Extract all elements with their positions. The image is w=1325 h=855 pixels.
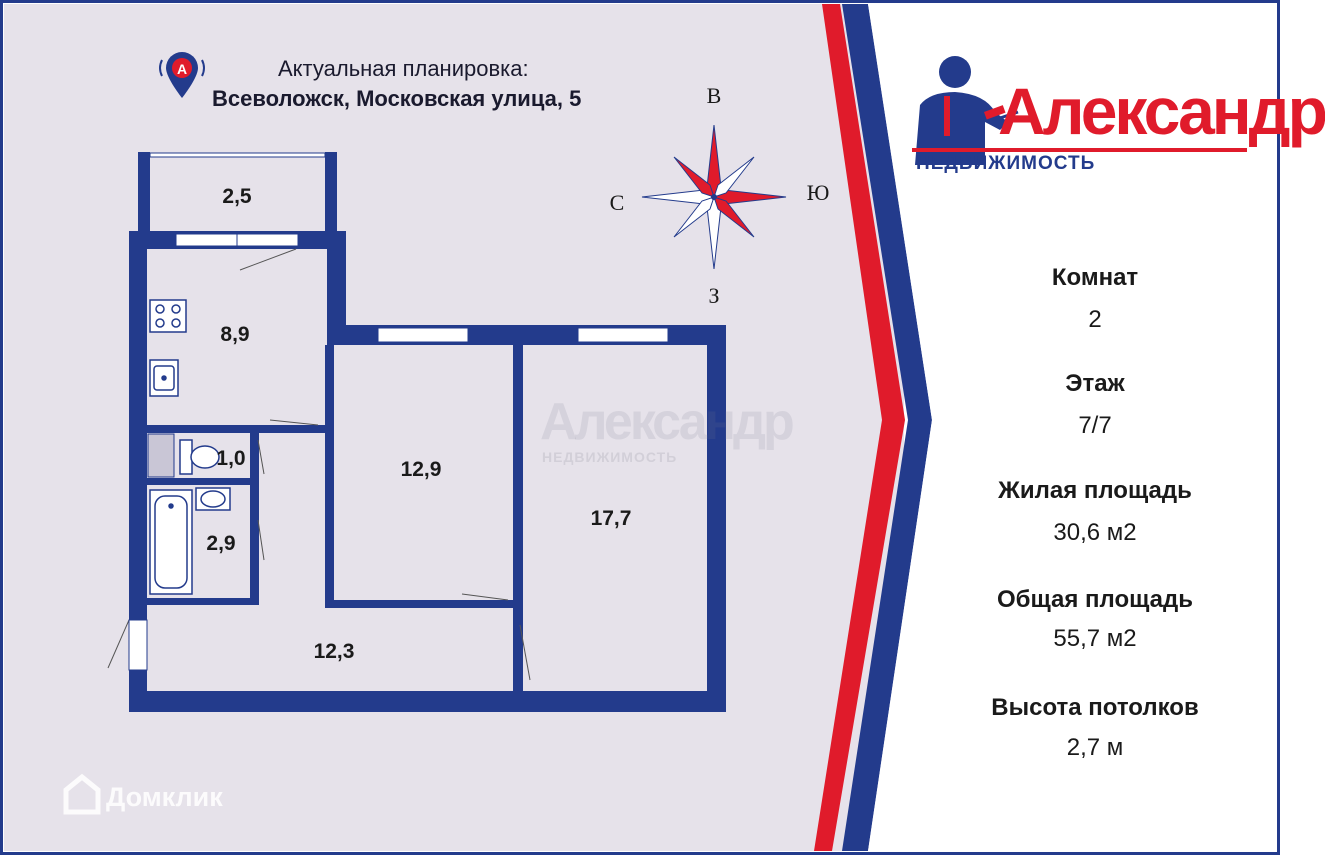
wall-right <box>707 325 726 712</box>
stat-total-area-value: 55,7 м2 <box>1053 625 1137 652</box>
wall-wc-bottom <box>147 478 257 485</box>
room-area-bathroom: 2,9 <box>206 532 236 555</box>
wall-wc-right <box>250 433 259 605</box>
shaft-hatch <box>148 434 174 477</box>
stat-ceiling-label: Высота потолков <box>991 694 1199 721</box>
wall-kitchen-bottom <box>147 425 327 433</box>
room2-window <box>578 328 668 342</box>
room1-window <box>378 328 468 342</box>
room-area-hall: 12,3 <box>313 640 355 663</box>
compass-south-label: З <box>708 283 720 308</box>
watermark-brand: Александр <box>540 393 792 451</box>
domclick-watermark: Домклик <box>106 782 223 812</box>
brand-logo-name: Александр <box>998 74 1325 148</box>
brand-underline <box>912 148 1247 152</box>
room-area-room1: 12,9 <box>400 458 442 481</box>
wall-bottom <box>129 691 726 712</box>
washbasin-icon <box>196 488 230 510</box>
room-area-room2: 17,7 <box>590 507 632 530</box>
wall-room1-left <box>325 345 334 605</box>
compass-east-label: Ю <box>806 180 830 205</box>
svg-text:A: A <box>176 61 188 77</box>
room-area-kitchen: 8,9 <box>220 323 250 346</box>
plan-address: Всеволожск, Московская улица, 5 <box>212 86 582 111</box>
plan-title: Актуальная планировка: <box>278 56 529 81</box>
stat-floor-value: 7/7 <box>1078 412 1112 439</box>
stat-living-area-label: Жилая площадь <box>998 477 1192 504</box>
stat-living-area-value: 30,6 м2 <box>1053 519 1137 546</box>
sink-icon <box>150 360 178 396</box>
room-area-balcony: 2,5 <box>222 185 252 208</box>
watermark-subtitle: НЕДВИЖИМОСТЬ <box>542 449 678 465</box>
compass-west-label: С <box>609 190 625 215</box>
balcony-wall-right <box>325 152 337 236</box>
room-area-toilet: 1,0 <box>216 447 246 470</box>
stat-ceiling-value: 2,7 м <box>1066 734 1124 761</box>
wall-room1-right <box>513 345 523 695</box>
stat-floor-label: Этаж <box>1065 370 1125 397</box>
stat-total-area-label: Общая площадь <box>996 586 1194 613</box>
wall-room1-bottom <box>325 600 515 608</box>
stat-rooms-value: 2 <box>1088 306 1102 333</box>
stove-icon <box>150 300 186 332</box>
stat-rooms-label: Комнат <box>1051 264 1139 291</box>
wall-bath-bottom <box>147 598 257 605</box>
bathtub-icon <box>150 490 192 594</box>
brand-logo-subtitle: НЕДВИЖИМОСТЬ <box>916 153 1096 174</box>
balcony-wall-left <box>138 152 150 236</box>
balcony-rail <box>150 153 325 157</box>
compass-north-label: В <box>706 83 722 108</box>
